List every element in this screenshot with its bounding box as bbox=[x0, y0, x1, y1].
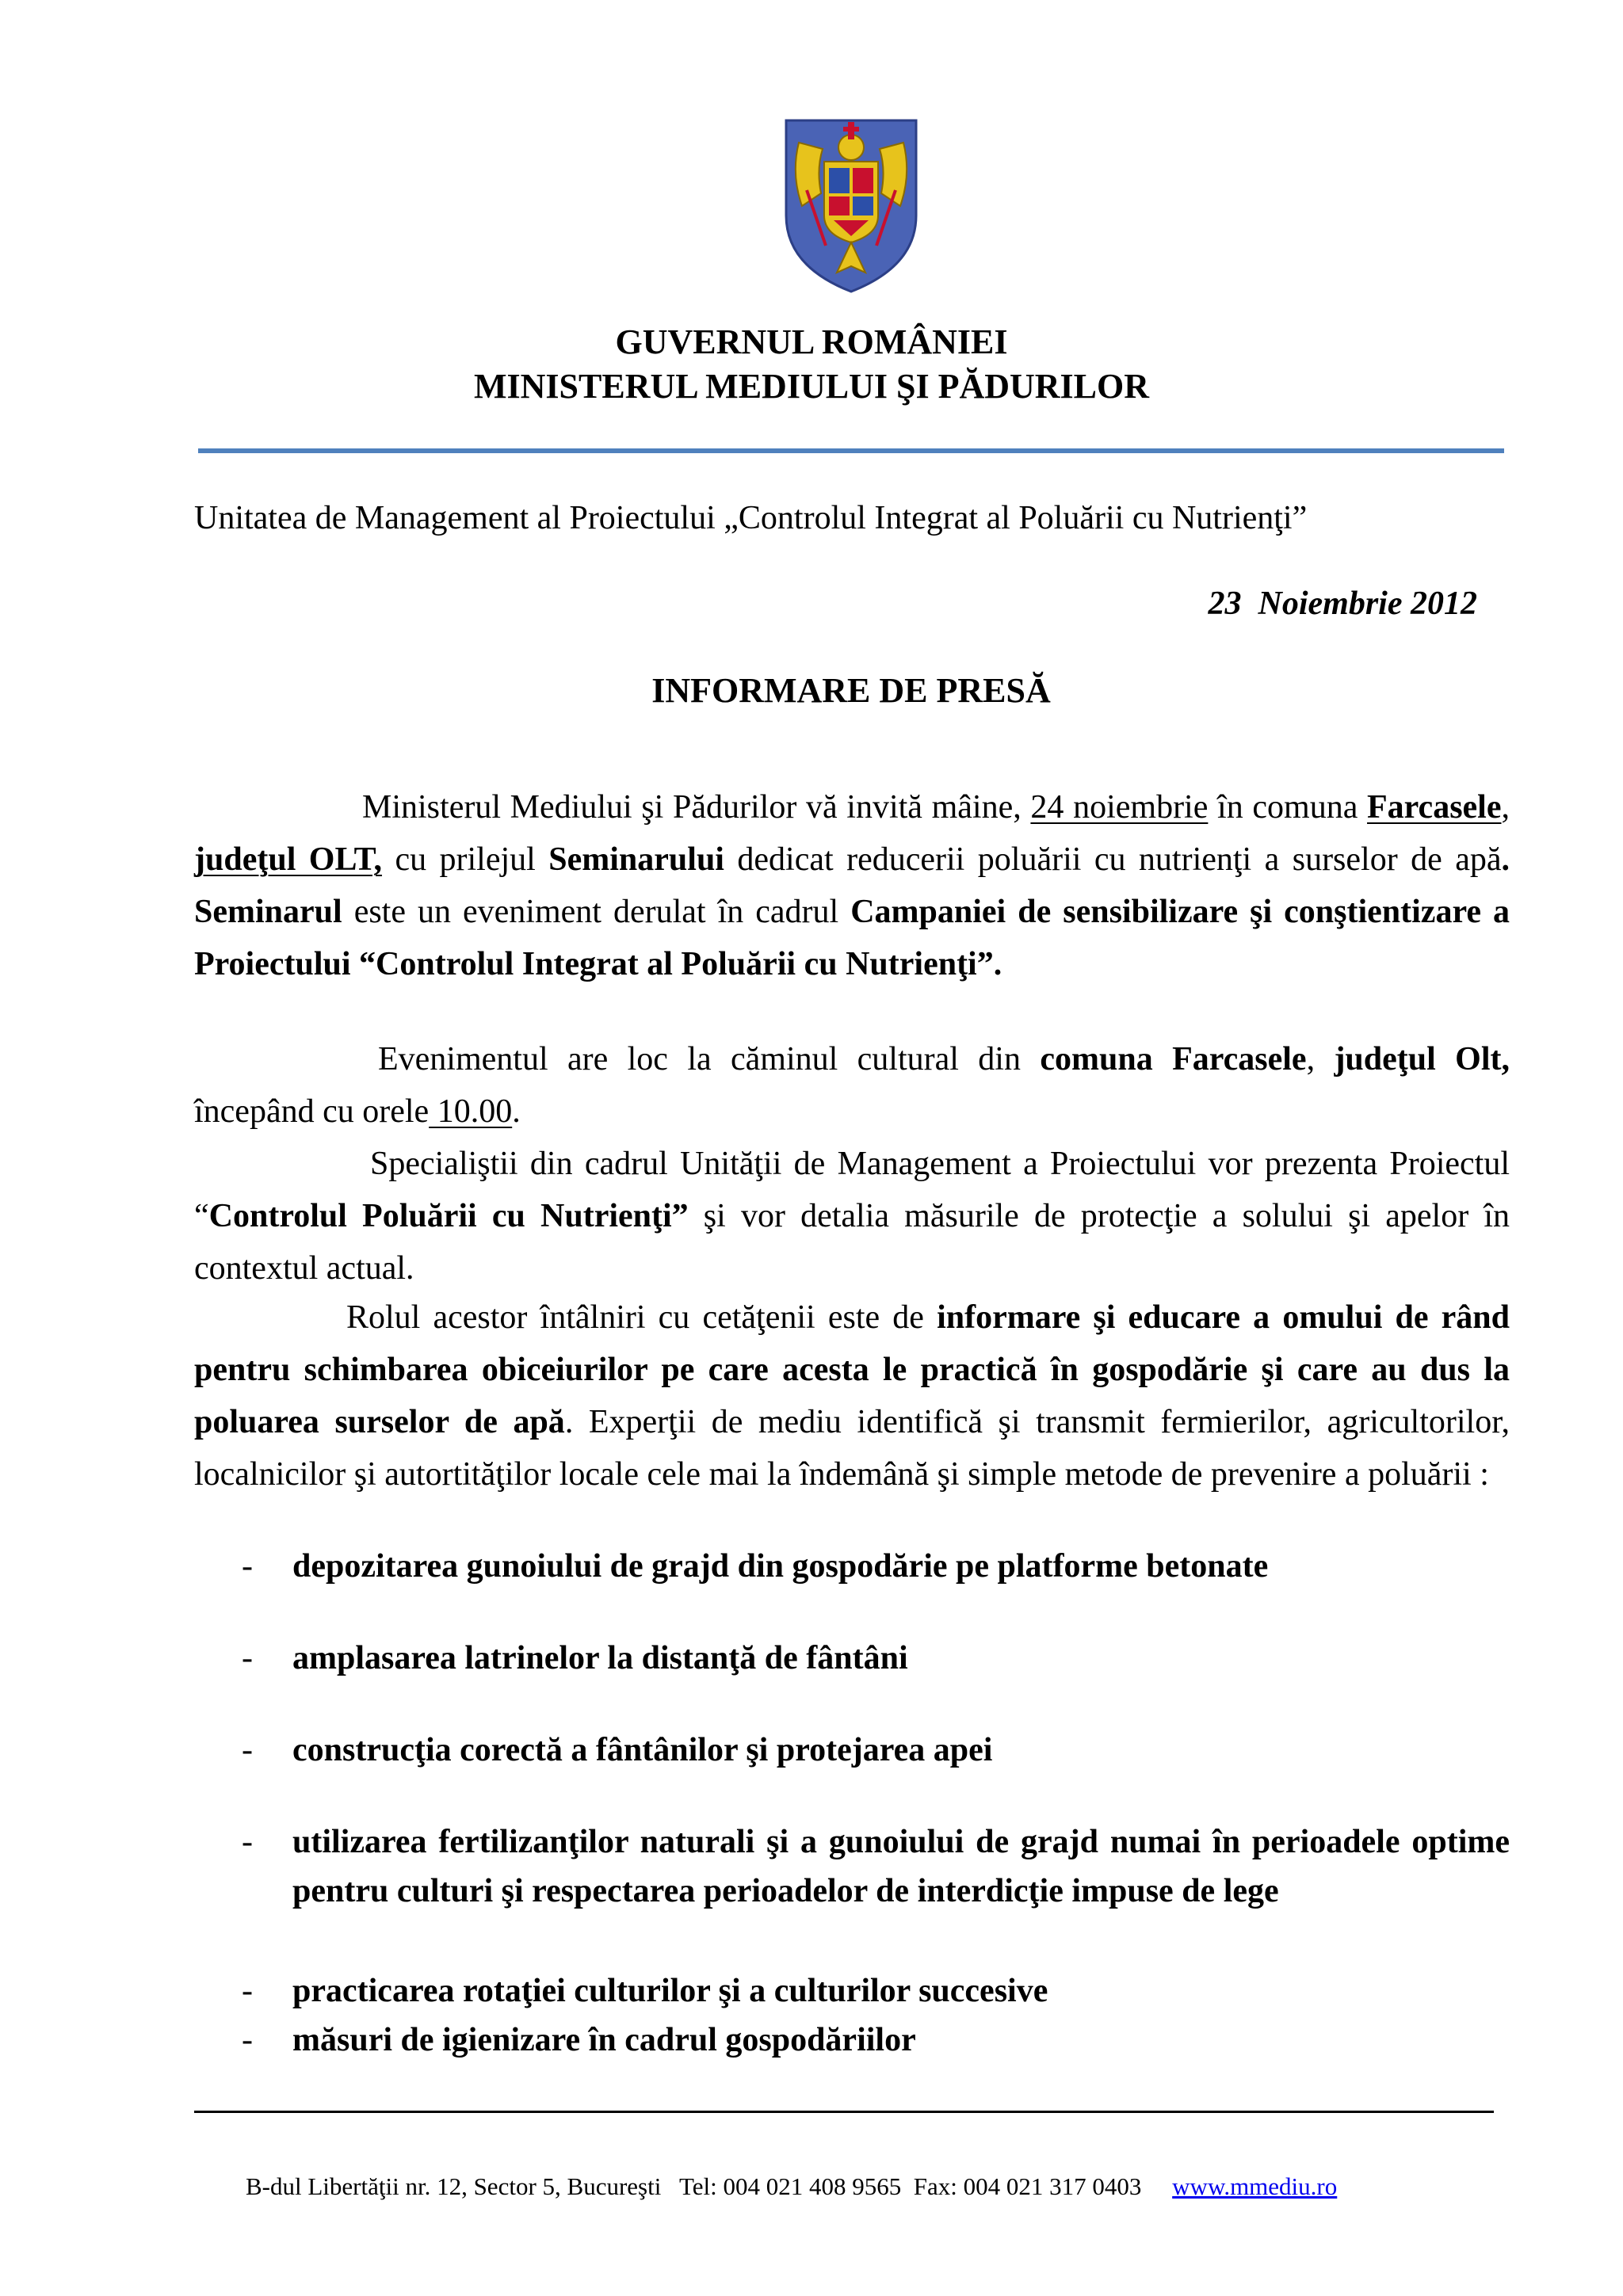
paragraph-role bbox=[194, 1291, 1510, 1501]
p1-seminar: Seminarului bbox=[548, 841, 724, 878]
p2-text-3: , bbox=[1306, 1041, 1335, 1077]
p1-text-3: în comuna bbox=[1208, 789, 1368, 826]
list-dash: - bbox=[242, 1732, 253, 1768]
paragraph-invitation bbox=[194, 781, 1510, 990]
list-item-text: amplasarea latrinelor la distanţă de fântâni bbox=[292, 1640, 908, 1676]
list-item-text: practicarea rotaţiei culturilor şi a culturilor succesive bbox=[292, 1973, 1048, 2009]
list-dash: - bbox=[242, 1824, 253, 1860]
p2-text-5: începând cu orele bbox=[194, 1093, 430, 1130]
list-item-text: depozitarea gunoiului de grajd din gospodărie pe platforme betonate bbox=[292, 1548, 1269, 1585]
government-title: GUVERNUL ROMÂNIEI bbox=[615, 322, 1008, 361]
p4-emphasis: informare şi educare a omului de rând pentru schimbarea obiceiurilor pe care acesta le practică în gospodărie şi care au dus la poluarea surselor de apă bbox=[194, 1299, 1510, 1440]
ministry-title: MINISTERUL MEDIULUI ŞI PĂDURILOR bbox=[473, 367, 1150, 406]
p3-text-3: şi vor detalia măsurile de protecţie a solului şi apelor în contextul actual. bbox=[194, 1198, 1510, 1287]
p4-text-3: . Experţii de mediu identifică şi transmit fermierilor, agricultorilor, localnicilor şi autortităţilor locale cele mai la îndemână şi simple metode de prevenire a poluării : bbox=[194, 1404, 1510, 1493]
footer-fax: Fax: 004 021 317 0403 bbox=[913, 2172, 1142, 2200]
p1-date-underlined: 24 noiembrie bbox=[1030, 789, 1209, 826]
p3-text-1: Specialiştii din cadrul Unităţii de Management a Proiectului vor prezenta Proiectul “ bbox=[194, 1146, 1510, 1234]
p1-text-5: , bbox=[1501, 789, 1510, 826]
project-unit-line: Unitatea de Management al Proiectului „Controlul Integrat al Poluării cu Nutrienţi” bbox=[194, 500, 1308, 536]
list-dash: - bbox=[242, 1640, 253, 1676]
p2-time: 10.00 bbox=[429, 1093, 513, 1130]
list-item-text: măsuri de igienizare în cadrul gospodăriilor bbox=[292, 2022, 916, 2058]
romania-coat-of-arms-icon bbox=[775, 111, 927, 295]
list-dash: - bbox=[242, 1548, 253, 1585]
p1-text-1: Ministerul Mediului şi Pădurilor vă invită mâine, bbox=[362, 789, 1031, 826]
paragraph-specialists bbox=[194, 1138, 1510, 1295]
p2-text-1: Evenimentul are loc la căminul cultural din bbox=[378, 1041, 1041, 1077]
footer-website-link[interactable]: www.mmediu.ro bbox=[1172, 2172, 1338, 2200]
p1-text-11: este un eveniment derulat în cadrul bbox=[342, 894, 851, 930]
paragraph-location bbox=[194, 1033, 1510, 1138]
p2-text-7: . bbox=[512, 1093, 521, 1130]
p1-commune: Farcasele bbox=[1367, 789, 1502, 826]
p2-county: judeţul Olt, bbox=[1334, 1041, 1510, 1077]
document-date: 23 Noiembrie 2012 bbox=[1208, 585, 1477, 622]
p4-text-1: Rolul acestor întâlniri cu cetăţenii este de bbox=[346, 1299, 938, 1336]
p1-county: judeţul OLT, bbox=[194, 841, 383, 878]
list-item-text: utilizarea fertilizanţilor naturali şi a gunoiului de grajd numai în perioadele optime pentru culturi şi respectarea perioadelor de interdicţie impuse de lege bbox=[292, 1824, 1510, 1909]
header-divider bbox=[198, 448, 1504, 453]
list-dash: - bbox=[242, 1973, 253, 2009]
p1-seminar-2: . Seminarul bbox=[194, 841, 1510, 930]
list-item-text: construcţia corectă a fântânilor şi protejarea apei bbox=[292, 1732, 993, 1768]
footer-address: B-dul Libertăţii nr. 12, Sector 5, Bucureşti bbox=[246, 2172, 662, 2200]
p2-commune: comuna Farcasele bbox=[1040, 1041, 1307, 1077]
list-dash: - bbox=[242, 2022, 253, 2058]
footer-contact bbox=[246, 2171, 1337, 2203]
footer-phone: Tel: 004 021 408 9565 bbox=[679, 2172, 902, 2200]
p1-campaign: Campaniei de sensibilizare şi conştientizare a Proiectului “Controlul Integrat al Poluării cu Nutrienţi”. bbox=[194, 894, 1510, 982]
p1-text-7: cu prilejul bbox=[382, 841, 549, 878]
document-title: INFORMARE DE PRESĂ bbox=[651, 671, 1051, 710]
p3-project-name: Controlul Poluării cu Nutrienţi” bbox=[208, 1198, 689, 1234]
footer-divider bbox=[194, 2111, 1494, 2113]
p1-text-9: dedicat reducerii poluării cu nutrienţi a surselor de apă bbox=[724, 841, 1502, 878]
